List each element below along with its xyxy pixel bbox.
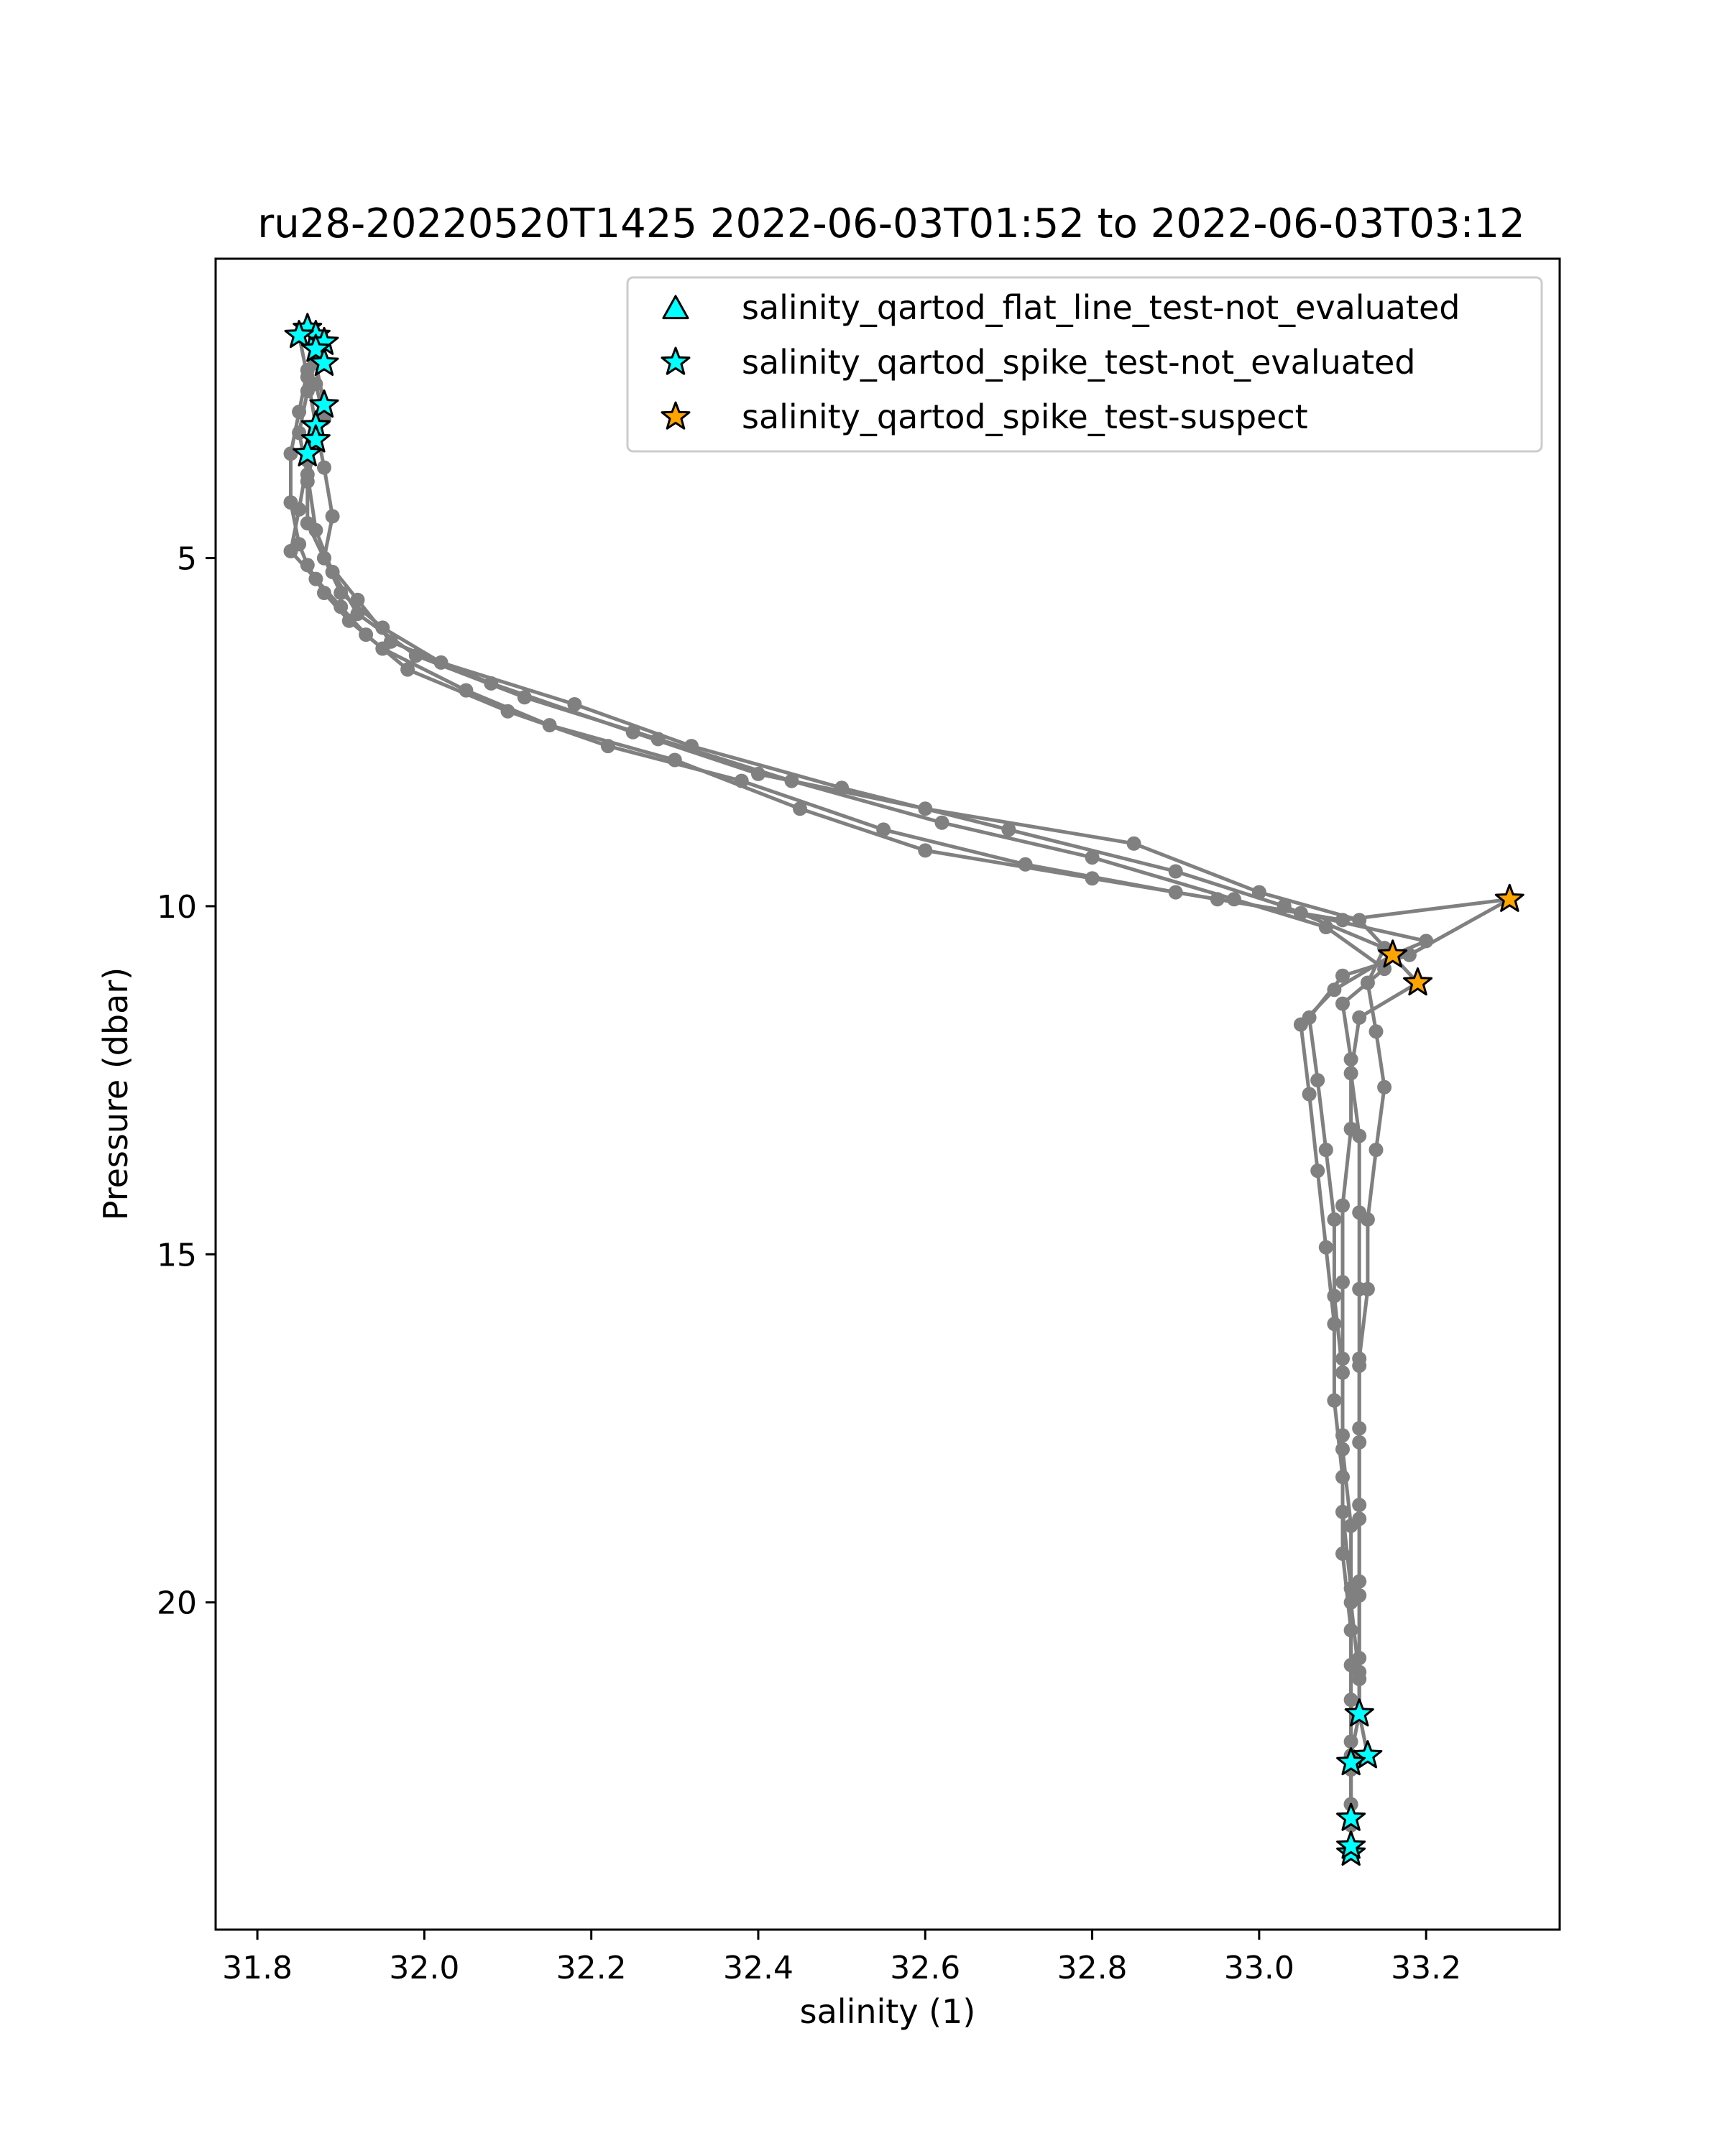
- legend: [627, 277, 1542, 451]
- data-point: [1352, 1422, 1366, 1436]
- data-point: [300, 384, 315, 398]
- data-point: [1352, 1010, 1366, 1025]
- data-point: [308, 572, 323, 586]
- x-tick-label: 31.8: [222, 1950, 293, 1986]
- data-point: [1327, 982, 1341, 997]
- data-point: [1335, 997, 1350, 1011]
- data-point: [501, 704, 515, 719]
- data-point: [1369, 1143, 1384, 1157]
- data-point: [284, 544, 298, 558]
- data-point: [1227, 892, 1241, 906]
- data-point: [1169, 885, 1183, 900]
- data-point: [1001, 822, 1016, 837]
- data-point: [326, 509, 340, 523]
- y-axis-label: Pressure (dbar): [96, 967, 135, 1221]
- data-point: [735, 774, 749, 788]
- x-tick-label: 32.2: [556, 1950, 627, 1986]
- data-point: [1018, 857, 1033, 872]
- data-point: [300, 467, 315, 482]
- data-point: [918, 843, 932, 857]
- data-point: [876, 822, 891, 837]
- data-point: [1335, 1199, 1350, 1213]
- x-tick-label: 32.8: [1057, 1950, 1128, 1986]
- data-point: [292, 502, 306, 517]
- data-point: [1310, 1164, 1325, 1178]
- data-point: [1310, 1073, 1325, 1087]
- x-tick-label: 33.0: [1223, 1950, 1294, 1986]
- data-point: [1085, 850, 1100, 865]
- data-point: [1344, 1052, 1358, 1067]
- data-point: [359, 627, 373, 642]
- data-point: [1419, 934, 1433, 948]
- data-point: [1361, 1212, 1375, 1227]
- data-point: [308, 523, 323, 538]
- data-point: [935, 816, 949, 830]
- data-point: [1344, 1122, 1358, 1136]
- data-point: [1294, 1018, 1308, 1032]
- data-point: [1169, 865, 1183, 879]
- data-point: [1344, 1734, 1358, 1749]
- data-point: [326, 565, 340, 579]
- data-point: [1335, 1352, 1350, 1366]
- y-tick-label: 15: [157, 1237, 197, 1274]
- legend-label: salinity_qartod_flat_line_test-not_evaluated: [742, 288, 1460, 327]
- data-point: [1352, 1352, 1366, 1366]
- data-point: [400, 663, 415, 677]
- x-tick-label: 32.6: [890, 1950, 961, 1986]
- x-tick-label: 32.4: [722, 1950, 794, 1986]
- data-point: [1344, 1581, 1358, 1595]
- data-point: [1352, 913, 1366, 927]
- legend-label: salinity_qartod_spike_test-not_evaluated: [742, 343, 1416, 382]
- data-point: [601, 739, 615, 753]
- data-point: [1335, 1275, 1350, 1289]
- data-point: [1327, 1317, 1341, 1331]
- data-point: [651, 732, 666, 746]
- data-point: [351, 607, 365, 621]
- legend-label: salinity_qartod_spike_test-suspect: [742, 397, 1308, 436]
- data-point: [1327, 1393, 1341, 1408]
- data-point: [1344, 1658, 1358, 1672]
- chart-title: ru28-20220520T1425 2022-06-03T01:52 to 2022-06-03T03:12: [257, 201, 1525, 247]
- y-tick-label: 20: [157, 1585, 197, 1622]
- data-point: [1352, 1498, 1366, 1512]
- data-point: [1369, 1024, 1384, 1038]
- data-point: [317, 461, 331, 475]
- data-point: [334, 599, 348, 614]
- data-point: [1361, 1282, 1375, 1296]
- data-point: [567, 697, 581, 711]
- data-point: [1335, 1505, 1350, 1519]
- data-point: [1302, 1087, 1317, 1102]
- x-tick-label: 32.0: [389, 1950, 460, 1986]
- data-point: [518, 690, 532, 704]
- y-tick-label: 5: [177, 540, 197, 578]
- data-point: [1377, 1080, 1392, 1095]
- data-point: [1319, 920, 1333, 934]
- x-axis-label: salinity (1): [799, 1992, 976, 2031]
- data-point: [1335, 1428, 1350, 1442]
- x-tick-label: 33.2: [1391, 1950, 1462, 1986]
- data-point: [784, 774, 799, 788]
- data-point: [1319, 1240, 1333, 1255]
- y-tick-label: 10: [157, 888, 197, 926]
- data-point: [1327, 1212, 1341, 1227]
- data-point: [1127, 837, 1141, 851]
- data-point: [409, 648, 423, 663]
- data-point: [1319, 1143, 1333, 1157]
